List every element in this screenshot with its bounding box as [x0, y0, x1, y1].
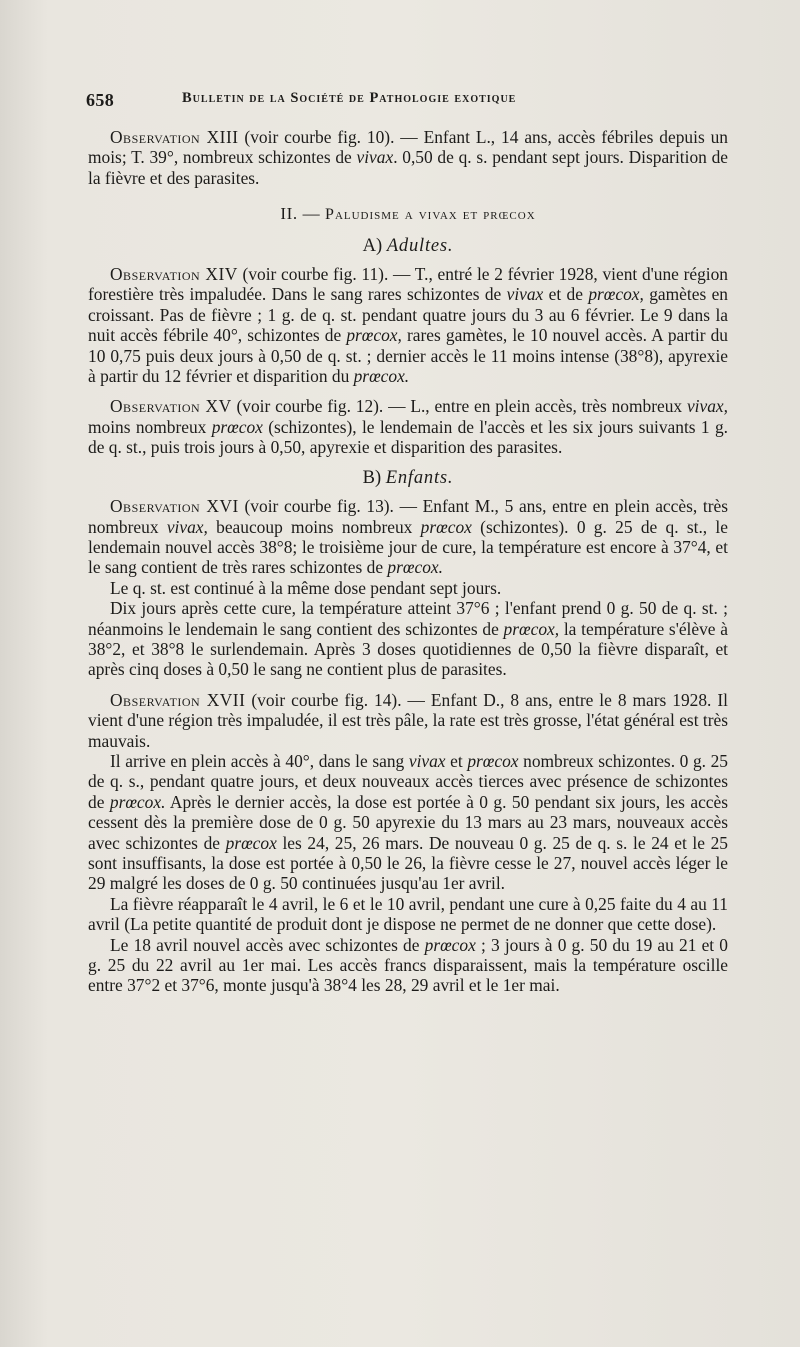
observation-17-paragraph-3: La fièvre réapparaît le 4 avril, le 6 et le 10 avril, pendant une cure à 0,25 faite du 4 au 11 avril (La petite quantité de produit dont je dispose ne permet de ne donner que cette dose).: [88, 893, 728, 935]
running-title: Bulletin de la Société de Pathologie exotique: [182, 90, 517, 106]
section-heading-ii: II. — Paludisme a vivax et prœcox: [280, 204, 536, 224]
observation-15: Observation XV (voir courbe fig. 12). — L., entre en plein accès, très nombreux vivax, moins nombreux prœcox (schizontes), le lendemain de l'accès et les six jours suivants 1 g. de q. st., puis trois jours à 0,50, apyrexie et disparition des parasites.: [88, 396, 728, 458]
page-header: [86, 90, 726, 111]
observation-17: Observation XVII (voir courbe fig. 14). — Enfant D., 8 ans, entre le 8 mars 1928. Il vient d'une région très impaludée, il est très pâle, la rate est très grosse, l'état général est très mauvais.: [88, 689, 728, 751]
page-body: [88, 127, 728, 996]
subsection-heading-adultes: A) Adultes.: [362, 235, 454, 256]
observation-label: Observation XVII: [110, 689, 246, 710]
page-number: 658: [86, 90, 115, 110]
observation-16: Observation XVI (voir courbe fig. 13). — Enfant M., 5 ans, entre en plein accès, très nombreux vivax, beaucoup moins nombreux prœcox (schizontes). 0 g. 25 de q. st., le lendemain nouvel accès 38°8; le troisième jour de cure, la température est encore à 37°4, et le sang contient de très rares schizontes de prœcox.: [88, 496, 728, 578]
subsection-heading-enfants: B) Enfants.: [362, 467, 454, 488]
observation-17-paragraph-4: Le 18 avril nouvel accès avec schizontes de prœcox ; 3 jours à 0 g. 50 du 19 au 21 et 0 g. 25 du 22 avril au 1er mai. Les accès francs disparaissent, mais la température oscille entre 37°2 et 37°6, monte jusqu'à 38°4 les 28, 29 avril et le 1er mai.: [88, 934, 728, 996]
observation-17-paragraph-2: Il arrive en plein accès à 40°, dans le sang vivax et prœcox nombreux schizontes. 0 g. 25 de q. s., pendant quatre jours, et deux nouveaux accès tierces avec présence de schizontes de prœcox. Après le dernier accès, la dose est portée à 0 g. 50 pendant six jours, les accès cessent dès la première dose de 0 g. 50 apyrexie du 13 mars au 23 mars, nouveaux accès avec schizontes de prœcox les 24, 25, 26 mars. De nouveau 0 g. 25 de q. s. le 24 et le 25 sont insuffisants, la dose est portée à 0,50 le 26, la fièvre cesse le 27, nouvel accès léger le 29 malgré les doses de 0 g. 50 continuées jusqu'au 1er avril.: [88, 750, 729, 894]
observation-label: Observation XIII: [110, 127, 239, 147]
observation-label: Observation XIV: [110, 264, 238, 285]
observation-13: Observation XIII (voir courbe fig. 10). — Enfant L., 14 ans, accès fébriles depuis un mois; T. 39°, nombreux schizontes de vivax. 0,50 de q. s. pendant sept jours. Disparition de la fièvre et des parasites.: [88, 127, 729, 188]
observation-label: Observation XVI: [110, 496, 239, 517]
observation-14: Observation XIV (voir courbe fig. 11). — T., entré le 2 février 1928, vient d'une région forestière très impaludée. Dans le sang rares schizontes de vivax et de prœcox, gamètes en croissant. Pas de fièvre ; 1 g. de q. st. pendant quatre jours du 3 au 6 février. Le 9 dans la nuit accès fébrile 40°, schizontes de prœcox, rares gamètes, le 10 nouvel accès. A partir du 10 0,75 puis deux jours à 0,50 de q. st. ; dernier accès le 11 moins intense (38°8), apyrexie à partir du 12 février et disparition du prœcox.: [88, 264, 729, 387]
observation-16-paragraph-3: Dix jours après cette cure, la température atteint 37°6 ; l'enfant prend 0 g. 50 de q. st. ; néanmoins le lendemain le sang contient des schizontes de prœcox, la température s'élève à 38°2, et 38°8 le surlendemain. Après 3 doses quotidiennes de 0,50 la fièvre disparaît, et après cinq doses à 0,50 le sang ne contient plus de parasites.: [88, 598, 728, 680]
observation-label: Observation XV: [110, 396, 232, 417]
observation-16-paragraph-2: Le q. st. est continué à la même dose pendant sept jours.: [110, 577, 502, 598]
